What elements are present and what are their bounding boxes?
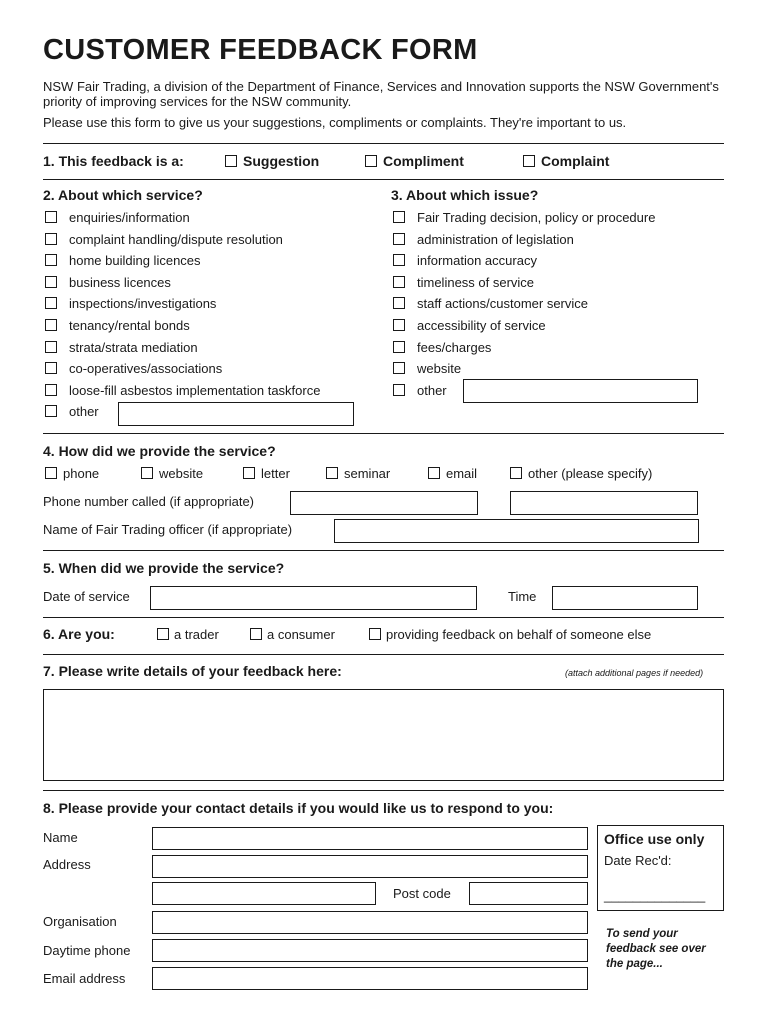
- method-option-label: other (please specify): [528, 466, 653, 481]
- issue-option-label: staff actions/customer service: [417, 296, 588, 312]
- method-option-checkbox[interactable]: [45, 467, 57, 479]
- issue-option-checkbox[interactable]: [393, 319, 405, 331]
- service-option-checkbox[interactable]: [45, 384, 57, 396]
- issue-option-label: other: [417, 382, 447, 398]
- suggestion-checkbox[interactable]: [225, 155, 237, 167]
- method-option-label: seminar: [344, 466, 391, 481]
- issue-option-checkbox[interactable]: [393, 362, 405, 374]
- other-specify-input[interactable]: [510, 491, 698, 515]
- on-behalf-checkbox[interactable]: [369, 628, 381, 640]
- divider: [43, 433, 724, 434]
- method-option-checkbox[interactable]: [326, 467, 338, 479]
- issue-option-checkbox[interactable]: [393, 254, 405, 266]
- complaint-label: Complaint: [541, 153, 610, 169]
- intro-instruction: Please use this form to give us your suggestions, compliments or complaints. They're important to us.: [43, 115, 627, 130]
- address-input-line1[interactable]: [152, 855, 588, 878]
- suggestion-label: Suggestion: [243, 153, 320, 169]
- phone-called-label: Phone number called (if appropriate): [43, 494, 255, 509]
- issue-option-label: fees/charges: [417, 339, 492, 355]
- service-option-checkbox[interactable]: [45, 276, 57, 288]
- q5-label: 5. When did we provide the service?: [43, 560, 285, 576]
- service-option-checkbox[interactable]: [45, 297, 57, 309]
- time-label: Time: [508, 589, 537, 604]
- postcode-label: Post code: [393, 886, 451, 901]
- issue-option-label: information accuracy: [417, 253, 537, 269]
- service-option-label: strata/strata mediation: [69, 339, 198, 355]
- date-of-service-label: Date of service: [43, 589, 130, 604]
- time-input[interactable]: [552, 586, 698, 610]
- method-option-checkbox[interactable]: [428, 467, 440, 479]
- organisation-label: Organisation: [43, 914, 117, 929]
- phone-called-input[interactable]: [290, 491, 478, 515]
- service-option-label: other: [69, 404, 99, 420]
- name-input[interactable]: [152, 827, 588, 850]
- q3-label: 3. About which issue?: [391, 187, 539, 203]
- email-address-input[interactable]: [152, 967, 588, 990]
- date-received-line: ______________: [604, 888, 706, 903]
- date-of-service-input[interactable]: [150, 586, 477, 610]
- officer-name-label: Name of Fair Trading officer (if appropriate): [43, 522, 293, 537]
- office-use-title: Office use only: [604, 831, 705, 847]
- compliment-checkbox[interactable]: [365, 155, 377, 167]
- trader-label: a trader: [174, 627, 219, 642]
- daytime-phone-label: Daytime phone: [43, 943, 131, 958]
- method-option-label: email: [446, 466, 478, 481]
- service-option-label: home building licences: [69, 253, 201, 269]
- method-option-checkbox[interactable]: [243, 467, 255, 479]
- consumer-label: a consumer: [267, 627, 335, 642]
- feedback-details-textarea[interactable]: [43, 689, 724, 781]
- form-title: CUSTOMER FEEDBACK FORM: [43, 34, 478, 66]
- issue-option-checkbox[interactable]: [393, 276, 405, 288]
- divider: [43, 654, 724, 655]
- divider: [43, 790, 724, 791]
- consumer-checkbox[interactable]: [250, 628, 262, 640]
- divider: [43, 143, 724, 144]
- service-option-checkbox[interactable]: [45, 362, 57, 374]
- divider: [43, 617, 724, 618]
- compliment-label: Compliment: [383, 153, 464, 169]
- issue-other-input[interactable]: [463, 379, 698, 403]
- issue-option-label: accessibility of service: [417, 318, 546, 333]
- intro-paragraph: NSW Fair Trading, a division of the Department of Finance, Services and Innovation supports the NSW Government's priority of improving services for the NSW community.: [43, 79, 719, 109]
- address-label: Address: [43, 857, 91, 872]
- method-option-label: website: [159, 466, 204, 481]
- method-option-checkbox[interactable]: [141, 467, 153, 479]
- q1-label: 1. This feedback is a:: [43, 153, 184, 169]
- q7-label: 7. Please write details of your feedback here:: [43, 663, 342, 679]
- method-option-checkbox[interactable]: [510, 467, 522, 479]
- issue-option-label: timeliness of service: [417, 274, 535, 290]
- send-feedback-note: To send your feedback see over the page...: [606, 928, 706, 970]
- daytime-phone-input[interactable]: [152, 939, 588, 962]
- q4-label: 4. How did we provide the service?: [43, 443, 276, 459]
- name-label: Name: [43, 830, 78, 845]
- service-option-checkbox[interactable]: [45, 405, 57, 417]
- organisation-input[interactable]: [152, 911, 588, 934]
- q2-label: 2. About which service?: [43, 187, 203, 203]
- complaint-checkbox[interactable]: [523, 155, 535, 167]
- attach-pages-note: (attach additional pages if needed): [565, 668, 704, 678]
- postcode-input[interactable]: [469, 882, 588, 905]
- issue-option-checkbox[interactable]: [393, 297, 405, 309]
- service-option-label: inspections/investigations: [69, 296, 217, 312]
- issue-option-checkbox[interactable]: [393, 341, 405, 353]
- issue-option-label: Fair Trading decision, policy or procedure: [417, 210, 656, 225]
- method-option-label: phone: [63, 466, 100, 481]
- service-option-label: tenancy/rental bonds: [69, 318, 190, 333]
- on-behalf-label: providing feedback on behalf of someone else: [386, 627, 652, 642]
- trader-checkbox[interactable]: [157, 628, 169, 640]
- service-option-label: business licences: [69, 274, 171, 290]
- issue-option-label: website: [417, 361, 462, 377]
- divider: [43, 550, 724, 551]
- issue-option-label: administration of legislation: [417, 231, 574, 247]
- service-option-checkbox[interactable]: [45, 211, 57, 223]
- q6-label: 6. Are you:: [43, 626, 115, 642]
- service-option-checkbox[interactable]: [45, 233, 57, 245]
- address-input-line2[interactable]: [152, 882, 376, 905]
- service-option-checkbox[interactable]: [45, 319, 57, 331]
- date-received-label: Date Rec'd:: [604, 853, 672, 868]
- service-option-label: complaint handling/dispute resolution: [69, 231, 283, 247]
- issue-option-checkbox[interactable]: [393, 211, 405, 223]
- issue-option-checkbox[interactable]: [393, 384, 405, 396]
- email-address-label: Email address: [43, 971, 126, 986]
- method-option-label: letter: [261, 466, 290, 481]
- service-option-label: loose-fill asbestos implementation taskforce: [69, 382, 321, 398]
- divider: [43, 179, 724, 180]
- service-option-checkbox[interactable]: [45, 341, 57, 353]
- service-other-input[interactable]: [118, 402, 354, 426]
- service-option-label: enquiries/information: [69, 210, 190, 225]
- officer-name-input[interactable]: [334, 519, 699, 543]
- q8-label: 8. Please provide your contact details if you would like us to respond to you:: [43, 800, 554, 816]
- issue-option-checkbox[interactable]: [393, 233, 405, 245]
- service-option-label: co-operatives/associations: [69, 361, 223, 377]
- service-option-checkbox[interactable]: [45, 254, 57, 266]
